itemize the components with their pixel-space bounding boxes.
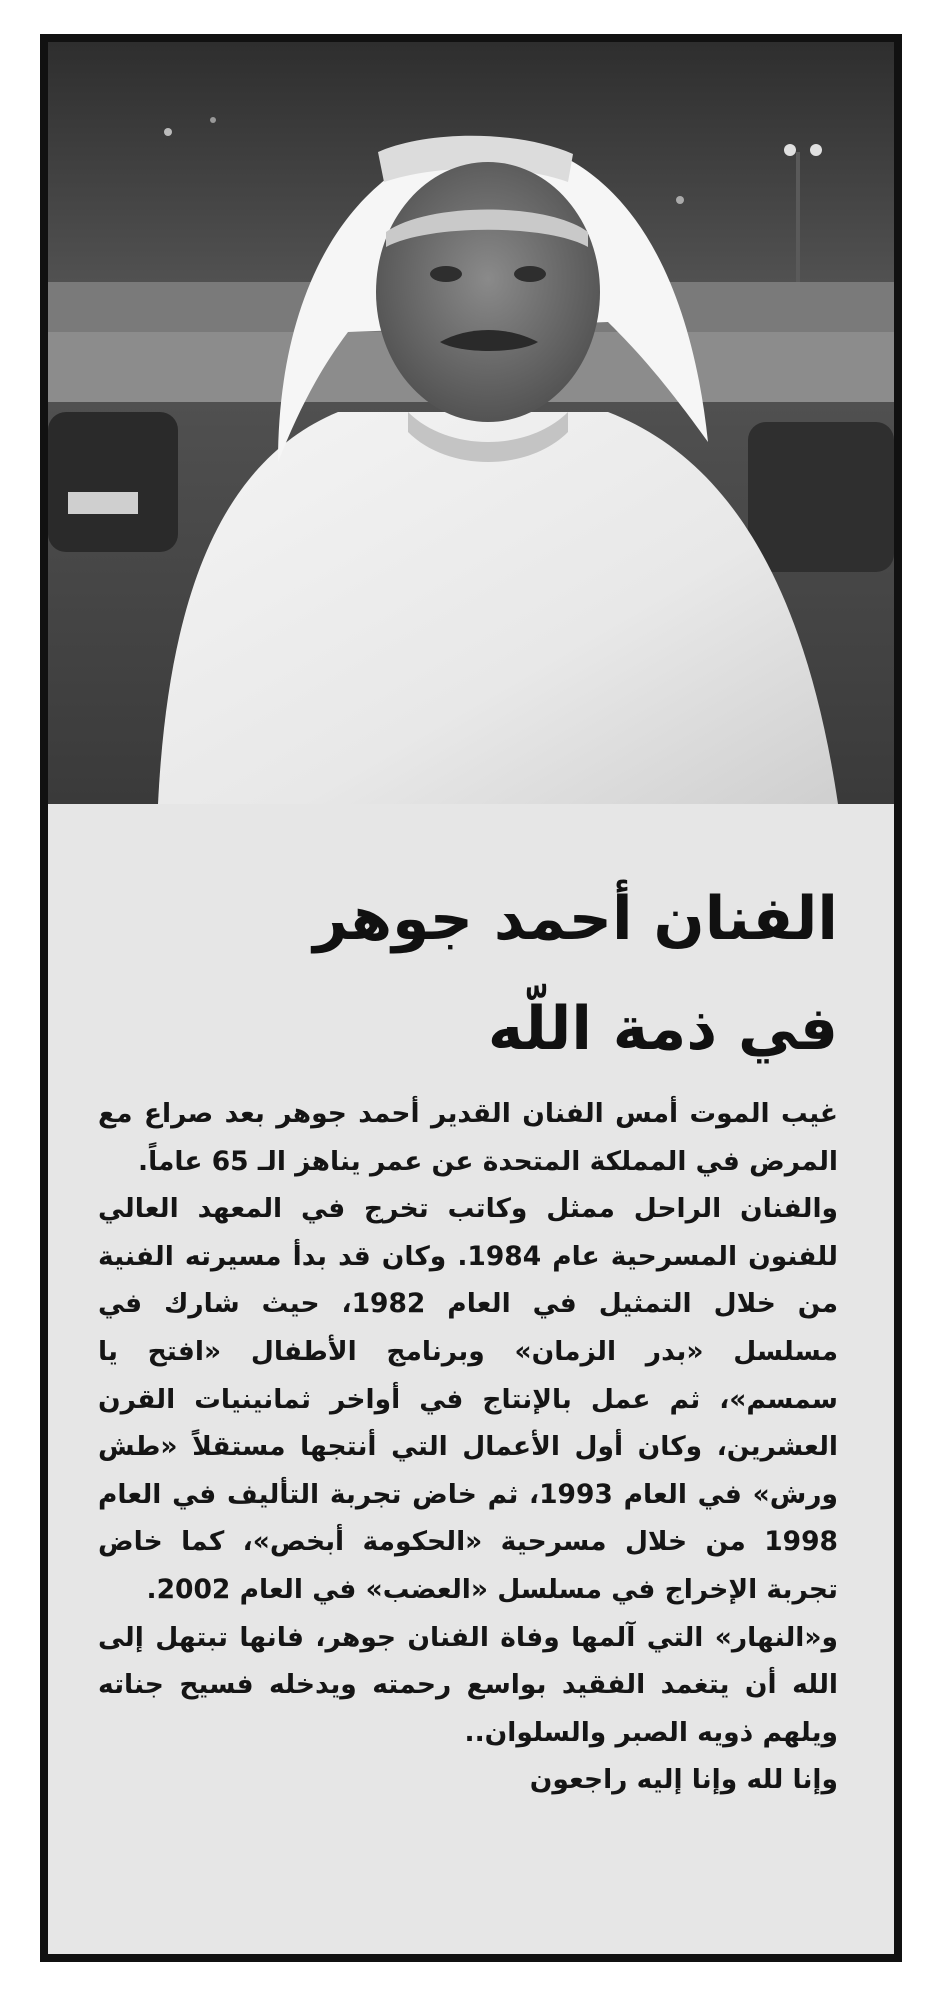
article-content xyxy=(48,804,894,1954)
portrait-image xyxy=(48,42,894,804)
paragraph-condolence: و«النهار» التي آلمها وفاة الفنان جوهر، فانها تبتهل إلى الله أن يتغمد الفقيد بواسع رحمته ويدخله فسيح جناته ويلهم ذويه الصبر والسلوان.. xyxy=(98,1621,838,1748)
article-body xyxy=(98,1090,838,1804)
article-frame xyxy=(40,34,902,1962)
paragraph-biography: والفنان الراحل ممثل وكاتب تخرج في المعهد العالي للفنون المسرحية عام 1984. وكان قد بدأ مسيرته الفنية من خلال التمثيل في العام 1982، حيث شارك في مسلسل «بدر الزمان» وبرنامج الأطفال «افتح يا سمسم»، ثم عمل بالإنتاج في أواخر ثمانينيات القرن العشرين، وكان أول الأعمال التي أنتجها مستقلاً «طش ورش» في العام 1993، ثم خاض تجربة التأليف في العام 1998 من خلال مسرحية «الحكومة أبخص»، كما خاض تجربة الإخراج في مسلسل «العضب» في العام 2002. xyxy=(98,1193,838,1605)
article-photo xyxy=(48,42,894,804)
paragraph-intro: غيب الموت أمس الفنان القدير أحمد جوهر بعد صراع مع المرض في المملكة المتحدة عن عمر يناهز الـ 65 عاماً. xyxy=(98,1098,838,1177)
article-headline xyxy=(98,864,838,1084)
paragraph-closing: وإنا لله وإنا إليه راجعون xyxy=(529,1764,838,1796)
headline-line-2: في ذمة اللّه xyxy=(487,994,838,1064)
headline-line-1: الفنان أحمد جوهر xyxy=(313,884,838,954)
